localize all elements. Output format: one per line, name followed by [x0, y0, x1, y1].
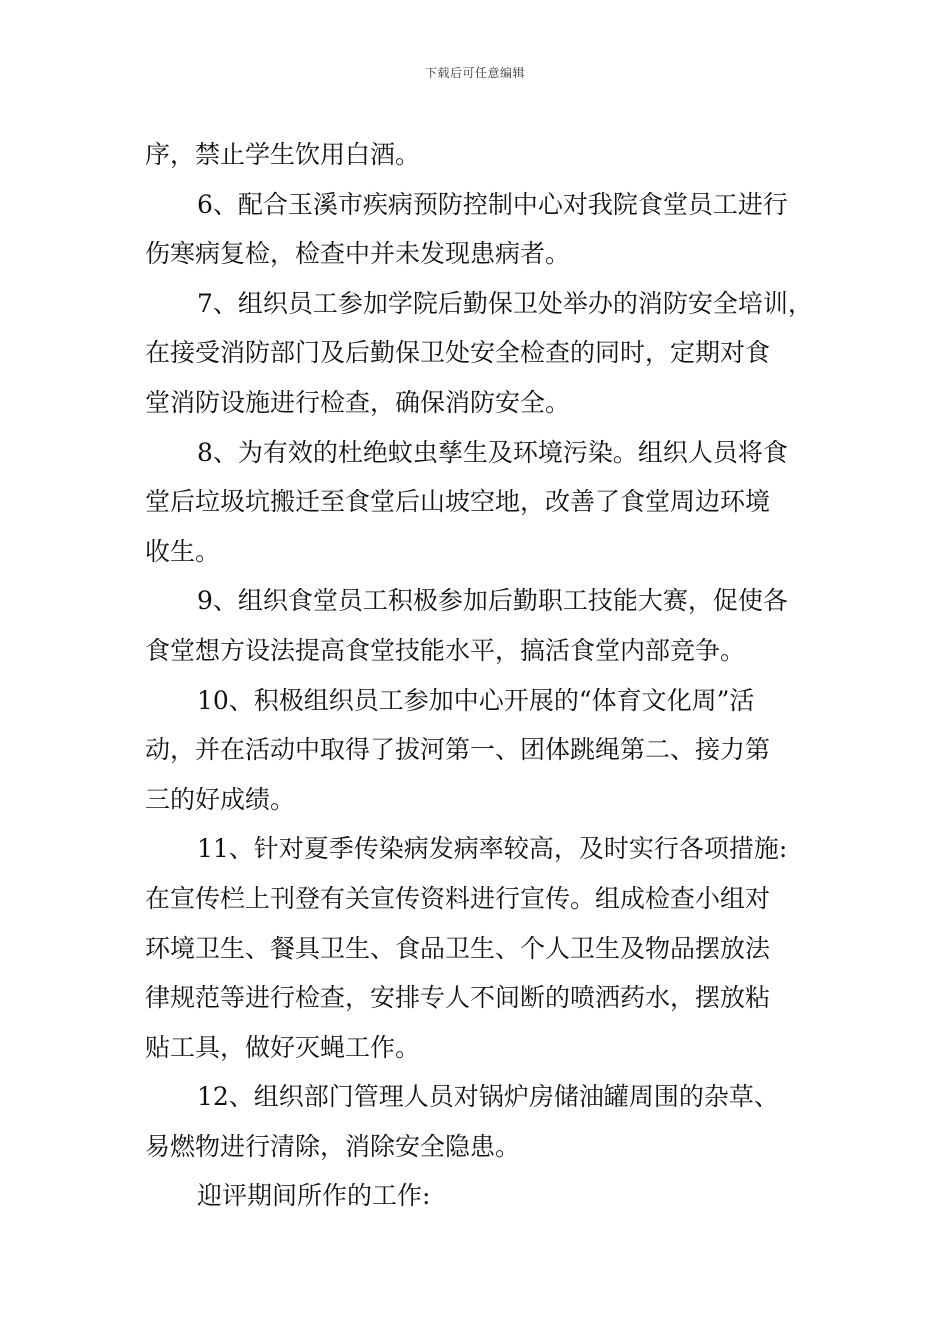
document-body — [145, 130, 815, 1221]
text-line: 堂消防设施进行检查，确保消防安全。 — [145, 387, 571, 417]
page-header: 下载后可任意编辑 — [424, 66, 525, 80]
text-line: 三的好成绩。 — [145, 784, 296, 814]
text-line: 10、积极组织员工参加中心开展的“体育文化周”活 — [197, 685, 755, 715]
text-line: 11、针对夏季传染病发病率较高，及时实行各项措施: — [197, 834, 788, 864]
text-line: 堂后垃圾坑搬迁至食堂后山坡空地，改善了食堂周边环境 — [145, 487, 771, 517]
text-line: 7、组织员工参加学院后勤保卫处举办的消防安全培训， — [197, 288, 813, 318]
text-line: 伤寒病复检，检查中并未发现患病者。 — [145, 239, 571, 269]
text-line: 序，禁止学生饮用白酒。 — [145, 140, 421, 169]
text-line: 收生。 — [145, 536, 221, 566]
text-line: 6、配合玉溪市疾病预防控制中心对我院食堂员工进行 — [197, 189, 788, 219]
text-line: 律规范等进行检查，安排专人不间断的喷洒药水，摆放粘 — [145, 983, 771, 1013]
text-line: 9、组织食堂员工积极参加后勤职工技能大赛，促使各 — [197, 586, 788, 616]
text-line: 12、组织部门管理人员对锅炉房储油罐周围的杂草、 — [197, 1082, 779, 1112]
text-line: 易燃物进行清除，消除安全隐患。 — [145, 1131, 521, 1161]
text-line: 环境卫生、餐具卫生、食品卫生、个人卫生及物品摆放法 — [145, 933, 771, 963]
text-line: 贴工具，做好灭蝇工作。 — [145, 1032, 421, 1062]
text-line: 食堂想方设法提高食堂技能水平，搞活食堂内部竞争。 — [145, 635, 746, 665]
text-line: 8、为有效的杜绝蚊虫孳生及环境污染。组织人员将食 — [197, 437, 788, 467]
text-line: 在宣传栏上刊登有关宣传资料进行宣传。组成检查小组对 — [145, 883, 771, 913]
text-line: 动，并在活动中取得了拔河第一、团体跳绳第二、接力第 — [145, 735, 771, 765]
text-line: 在接受消防部门及后勤保卫处安全检查的同时，定期对食 — [145, 338, 771, 368]
text-line: 迎评期间所作的工作: — [197, 1181, 431, 1211]
